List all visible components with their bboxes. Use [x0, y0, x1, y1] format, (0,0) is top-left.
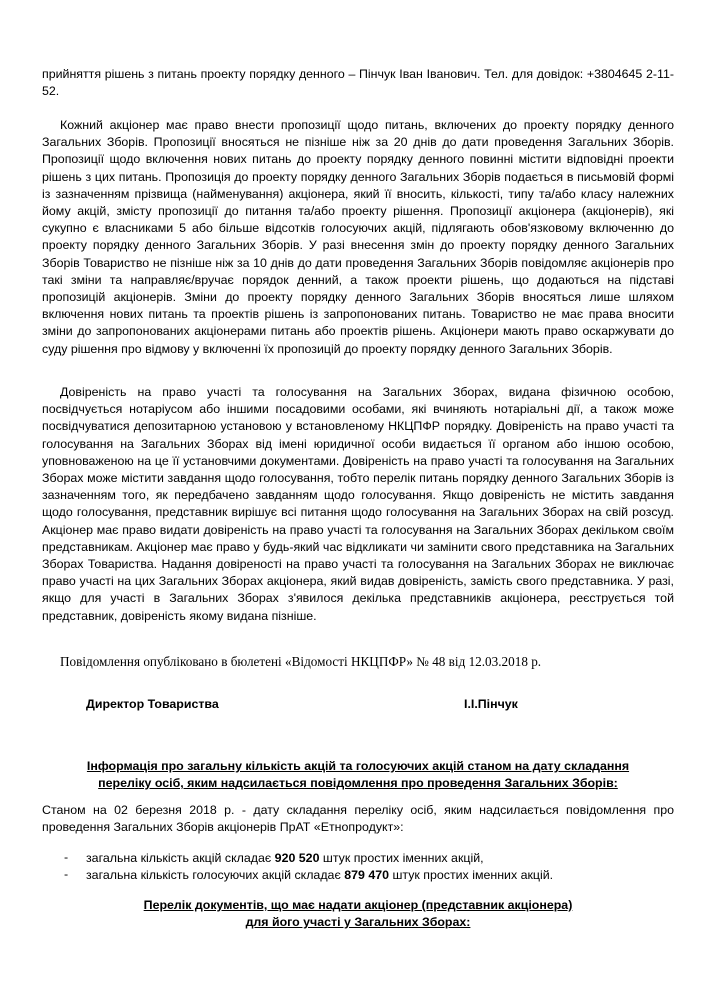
voting-shares-value: 879 470: [344, 868, 390, 882]
documents-heading-line1: Перелік документів, що має надати акціонер (представник акціонера): [143, 898, 573, 912]
total-shares-value: 920 520: [274, 851, 320, 865]
documents-heading-line2: для його участі у Загальних Зборах:: [245, 915, 471, 929]
signature-name: І.І.Пінчук: [464, 697, 518, 711]
contact-paragraph: прийняття рішень з питань проекту порядку денного – Пінчук Іван Іванович. Тел. для довідок: +3804645 2-11-52.: [42, 67, 674, 99]
signature-position: Директор Товариства: [86, 697, 219, 711]
power-of-attorney-paragraph: Довіреність на право участі та голосування на Загальних Зборах, видана фізичною особою, посвідчується нотаріусом або іншими посадовими особами, які вчиняють нотаріальні дії, а також може посвідчуватися депозитарною установою у встановленому НКЦПФР порядку. Довіреність на право участі та голосування на Загальних Зборах від імені юридичної особи видається її органом або іншою особою, уповноваженою на це її установчими документами. Довіреність на право участі та голосування на Загальних Зборах може містити завдання щодо голосування, тобто перелік питань порядку денного Загальних Зборів із зазначенням того, як передбачено завданням щодо голосування. Якщо довіреність не містить завдання щодо голосування, представник вирішує всі питання щодо голосування на Загальних Зборах на свій розсуд. Акціонер має право видати довіреність на право участі та голосування на Загальних Зборах декільком своїм представникам. Акціонер має право у будь-який час відкликати чи замінити свого представника на Загальних Зборах Товариства. Надання довіреності на право участі та голосування на Загальних Зборах не виключає право участі на цих Загальних Зборах акціонера, який видав довіреність, замість свого представника. У разі, якщо для участі в Загальних Зборах з'явилося декілька представників акціонера, реєструється той представник, довіреність якому видана пізніше.: [42, 385, 674, 623]
shares-heading-line2: переліку осіб, яким надсилається повідомлення про проведення Загальних Зборів:: [98, 776, 618, 790]
shares-heading-line1: Інформація про загальну кількість акцій та голосуючих акцій станом на дату складання: [86, 759, 630, 773]
list-item: загальна кількість акцій складає 920 520 штук простих іменних акцій,: [86, 851, 484, 865]
list-item: загальна кількість голосуючих акцій складає 879 470 штук простих іменних акцій.: [86, 868, 554, 882]
publication-note: Повідомлення опубліковано в бюлетені «Відомості НКЦПФР» № 48 від 12.03.2018 р.: [60, 654, 542, 669]
proposals-paragraph: Кожний акціонер має право внести пропозиції щодо питань, включених до проекту порядку денного Загальних Зборів. Пропозиції вносяться не пізніше ніж за 20 днів до дати проведення Загальних Зборів. Пропозиції щодо включення нових питань до проекту порядку денного повинні містити відповідні проекти рішень з цих питань. Пропозиція до проекту порядку денного Загальних Зборів подається в письмовій формі із зазначенням прізвища (найменування) акціонера, який її вносить, кількості, типу та/або класу належних йому акцій, змісту пропозиції до питання та/або проекту рішення. Пропозиції акціонера (акціонерів), які сукупно є власниками 5 або більше відсотків голосуючих акцій, підлягають обов'язковому включенню до проекту порядку денного Загальних Зборів. У разі внесення змін до проекту порядку денного Загальних Зборів Товариство не пізніше ніж за 10 днів до дати проведення Загальних Зборів повідомляє акціонерів про такі зміни та направляє/вручає порядок денний, а також проекти рішень, що додаються на підставі пропозицій акціонерів. Зміни до проекту порядку денного Загальних Зборів вносяться лише шляхом включення нових питань та проектів рішень із запропонованих питань. Товариство не має права вносити зміни до запропонованих акціонерами питань або проектів рішень. Акціонери мають право оскаржувати до суду рішення про відмову у включенні їх пропозицій до проекту порядку денного Загальних Зборів.: [42, 118, 674, 356]
shares-intro: Станом на 02 березня 2018 р. - дату складання переліку осіб, яким надсилається повідомлення про проведення Загальних Зборів акціонерів ПрАТ «Етнопродукт»:: [42, 803, 674, 835]
list-bullet: -: [64, 867, 69, 881]
list-bullet: -: [64, 850, 69, 864]
